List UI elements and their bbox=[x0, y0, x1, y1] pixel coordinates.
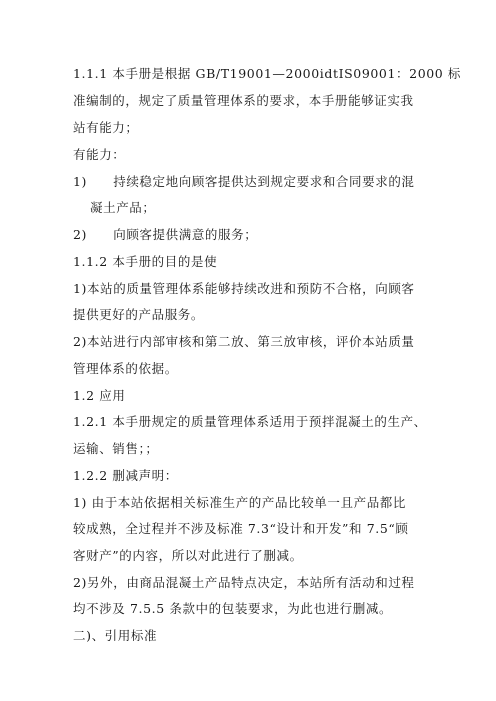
section-heading: 1.2.1 本手册规定的质量管理体系适用于预拌混凝土的生产、 bbox=[73, 414, 427, 429]
text-line: 较成熟，全过程并不涉及标准 7.3“设计和开发”和 7.5“顾 bbox=[73, 521, 409, 536]
list-item: 1)本站的质量管理体系能够持续改进和预防不合格，向顾客 bbox=[73, 281, 415, 296]
list-item: 2)另外，由商品混凝土产品特点决定，本站所有活动和过程 bbox=[73, 575, 415, 590]
section-heading: 二)、引用标准 bbox=[73, 628, 158, 643]
text-line: 运输、销售；； bbox=[73, 441, 159, 456]
text-line: 有能力： bbox=[73, 147, 126, 162]
text-line: 提供更好的产品服务。 bbox=[73, 307, 205, 322]
text-line: 1.1.1 本手册是根据 GB/T19001—2000idtIS09001：2000 标 bbox=[73, 66, 462, 81]
text-line: 客财产”的内容，所以对此进行了删减。 bbox=[73, 548, 303, 563]
text-line: 站有能力； bbox=[73, 120, 139, 135]
text-line: 均不涉及 7.5.5 条款中的包装要求，为此也进行删减。 bbox=[73, 601, 393, 616]
text-line: 管理体系的依据。 bbox=[73, 361, 178, 376]
list-item: 2) 向顾客提供满意的服务； bbox=[73, 227, 258, 242]
text-line: 凝土产品； bbox=[90, 200, 156, 215]
list-item: 1) 持续稳定地向顾客提供达到规定要求和合同要求的混 bbox=[73, 174, 415, 189]
list-item: 1) 由于本站依据相关标准生产的产品比较单一且产品都比 bbox=[73, 495, 407, 510]
section-heading: 1.1.2 本手册的目的是使 bbox=[73, 254, 218, 269]
section-heading: 1.2.2 删减声明： bbox=[73, 468, 178, 483]
list-item: 2)本站进行内部审核和第二放、第三放审核，评价本站质量 bbox=[73, 334, 415, 349]
text-line: 准编制的，规定了质量管理体系的要求，本手册能够证实我 bbox=[73, 93, 414, 108]
section-heading: 1.2 应用 bbox=[73, 388, 126, 403]
